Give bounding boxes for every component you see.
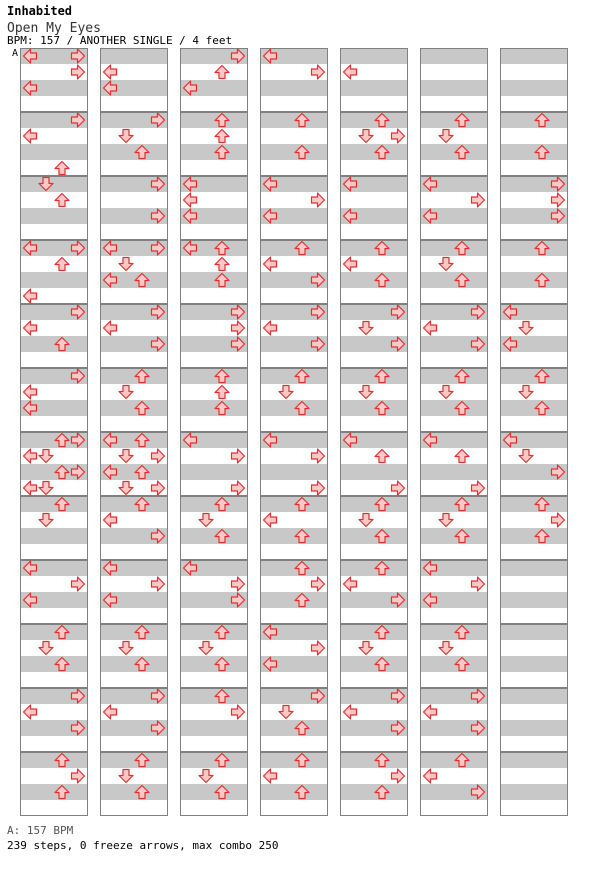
- left-arrow-icon: [24, 449, 37, 463]
- left-arrow-icon: [424, 769, 437, 783]
- right-arrow-icon: [312, 65, 325, 79]
- beat-stripe: [340, 752, 408, 768]
- left-arrow-icon: [344, 65, 357, 79]
- beat-stripe: [340, 272, 408, 288]
- beat-stripe: [500, 592, 568, 608]
- beat-stripe: [500, 688, 568, 704]
- beat-stripe: [260, 720, 328, 736]
- beat-stripe: [500, 528, 568, 544]
- beat-stripe: [100, 496, 168, 512]
- beat-stripe: [180, 368, 248, 384]
- left-arrow-icon: [264, 257, 277, 271]
- beat-stripe: [180, 656, 248, 672]
- beat-stripe: [180, 400, 248, 416]
- up-arrow-icon: [55, 258, 69, 271]
- beat-stripe: [100, 368, 168, 384]
- beat-stripe: [20, 784, 88, 800]
- beat-stripe: [420, 656, 488, 672]
- down-arrow-icon: [279, 706, 293, 719]
- beat-stripe: [260, 240, 328, 256]
- down-arrow-icon: [39, 642, 53, 655]
- beat-stripe: [500, 144, 568, 160]
- down-arrow-icon: [359, 514, 373, 527]
- chart-column: [180, 48, 248, 816]
- beat-stripe: [180, 464, 248, 480]
- beat-stripe: [100, 624, 168, 640]
- beat-stripe: [500, 272, 568, 288]
- beat-stripe: [420, 144, 488, 160]
- beat-stripe: [180, 624, 248, 640]
- beat-stripe: [500, 496, 568, 512]
- beat-stripe: [420, 752, 488, 768]
- right-arrow-icon: [232, 321, 245, 335]
- right-arrow-icon: [392, 129, 405, 143]
- left-arrow-icon: [24, 705, 37, 719]
- down-arrow-icon: [359, 130, 373, 143]
- beat-stripe: [20, 624, 88, 640]
- up-arrow-icon: [215, 258, 229, 271]
- down-arrow-icon: [199, 770, 213, 783]
- beat-stripe: [340, 624, 408, 640]
- beat-stripe: [20, 752, 88, 768]
- down-arrow-icon: [279, 386, 293, 399]
- beat-stripe: [180, 528, 248, 544]
- beat-stripe: [260, 400, 328, 416]
- bpm-marker-label: A: [12, 48, 19, 59]
- right-arrow-icon: [312, 577, 325, 591]
- down-arrow-icon: [119, 386, 133, 399]
- beat-stripe: [180, 144, 248, 160]
- beat-stripe: [260, 368, 328, 384]
- down-arrow-icon: [39, 482, 53, 495]
- beat-stripe: [260, 784, 328, 800]
- chart-info: BPM: 157 / ANOTHER SINGLE / 4 feet: [7, 34, 233, 47]
- left-arrow-icon: [24, 289, 37, 303]
- right-arrow-icon: [232, 577, 245, 591]
- beat-stripe: [500, 560, 568, 576]
- bpm-summary: A: 157 BPM: [7, 824, 74, 837]
- beat-stripe: [180, 720, 248, 736]
- down-arrow-icon: [39, 450, 53, 463]
- left-arrow-icon: [24, 321, 37, 335]
- beat-stripe: [420, 80, 488, 96]
- right-arrow-icon: [472, 481, 485, 495]
- down-arrow-icon: [39, 514, 53, 527]
- beat-stripe: [180, 496, 248, 512]
- up-arrow-icon: [55, 194, 69, 207]
- right-arrow-icon: [152, 481, 165, 495]
- beat-stripe: [100, 752, 168, 768]
- down-arrow-icon: [199, 514, 213, 527]
- left-arrow-icon: [24, 481, 37, 495]
- right-arrow-icon: [232, 705, 245, 719]
- right-arrow-icon: [392, 769, 405, 783]
- beat-stripe: [180, 112, 248, 128]
- beat-stripe: [340, 560, 408, 576]
- right-arrow-icon: [312, 641, 325, 655]
- beat-stripe: [260, 80, 328, 96]
- right-arrow-icon: [72, 577, 85, 591]
- left-arrow-icon: [24, 129, 37, 143]
- beat-stripe: [100, 656, 168, 672]
- beat-stripe: [500, 48, 568, 64]
- right-arrow-icon: [312, 193, 325, 207]
- beat-stripe: [260, 752, 328, 768]
- beat-stripe: [260, 592, 328, 608]
- beat-stripe: [420, 496, 488, 512]
- left-arrow-icon: [184, 193, 197, 207]
- up-arrow-icon: [215, 386, 229, 399]
- beat-stripe: [420, 400, 488, 416]
- down-arrow-icon: [439, 130, 453, 143]
- beat-stripe: [100, 144, 168, 160]
- beat-stripe: [500, 400, 568, 416]
- page-title: Inhabited: [7, 4, 73, 18]
- down-arrow-icon: [439, 642, 453, 655]
- down-arrow-icon: [119, 130, 133, 143]
- down-arrow-icon: [119, 642, 133, 655]
- beat-stripe: [20, 208, 88, 224]
- beat-stripe: [20, 144, 88, 160]
- down-arrow-icon: [359, 642, 373, 655]
- right-arrow-icon: [72, 769, 85, 783]
- beat-stripe: [20, 176, 88, 192]
- beat-stripe: [20, 272, 88, 288]
- beat-stripe: [500, 752, 568, 768]
- beat-stripe: [340, 368, 408, 384]
- beat-stripe: [500, 656, 568, 672]
- right-arrow-icon: [552, 193, 565, 207]
- up-arrow-icon: [55, 162, 69, 175]
- beat-stripe: [500, 112, 568, 128]
- down-arrow-icon: [199, 642, 213, 655]
- down-arrow-icon: [119, 450, 133, 463]
- down-arrow-icon: [439, 258, 453, 271]
- beat-stripe: [340, 656, 408, 672]
- down-arrow-icon: [439, 386, 453, 399]
- left-arrow-icon: [344, 577, 357, 591]
- down-arrow-icon: [359, 322, 373, 335]
- right-arrow-icon: [392, 481, 405, 495]
- beat-stripe: [100, 784, 168, 800]
- down-arrow-icon: [439, 514, 453, 527]
- beat-stripe: [180, 784, 248, 800]
- up-arrow-icon: [375, 450, 389, 463]
- right-arrow-icon: [152, 449, 165, 463]
- down-arrow-icon: [359, 386, 373, 399]
- beat-stripe: [340, 112, 408, 128]
- beat-stripe: [420, 240, 488, 256]
- beat-stripe: [20, 496, 88, 512]
- up-arrow-icon: [455, 450, 469, 463]
- down-arrow-icon: [519, 386, 533, 399]
- beat-stripe: [260, 112, 328, 128]
- beat-stripe: [340, 80, 408, 96]
- right-arrow-icon: [232, 449, 245, 463]
- left-arrow-icon: [24, 385, 37, 399]
- down-arrow-icon: [519, 450, 533, 463]
- right-arrow-icon: [232, 481, 245, 495]
- beat-stripe: [500, 368, 568, 384]
- beat-stripe: [260, 496, 328, 512]
- beat-stripe: [180, 272, 248, 288]
- beat-stripe: [180, 688, 248, 704]
- beat-stripe: [260, 144, 328, 160]
- beat-stripe: [340, 240, 408, 256]
- down-arrow-icon: [119, 482, 133, 495]
- beat-stripe: [420, 624, 488, 640]
- left-arrow-icon: [104, 513, 117, 527]
- down-arrow-icon: [519, 322, 533, 335]
- beat-stripe: [340, 528, 408, 544]
- left-arrow-icon: [104, 705, 117, 719]
- right-arrow-icon: [312, 449, 325, 463]
- beat-stripe: [500, 80, 568, 96]
- beat-stripe: [340, 464, 408, 480]
- beat-stripe: [100, 400, 168, 416]
- beat-stripe: [20, 656, 88, 672]
- left-arrow-icon: [104, 65, 117, 79]
- right-arrow-icon: [472, 193, 485, 207]
- beat-stripe: [260, 464, 328, 480]
- beat-stripe: [500, 240, 568, 256]
- right-arrow-icon: [72, 65, 85, 79]
- left-arrow-icon: [104, 321, 117, 335]
- beat-stripe: [260, 560, 328, 576]
- beat-stripe: [500, 624, 568, 640]
- beat-stripe: [420, 464, 488, 480]
- song-title: Open My Eyes: [7, 21, 101, 36]
- beat-stripe: [20, 336, 88, 352]
- chart-column: [500, 48, 568, 816]
- beat-stripe: [420, 272, 488, 288]
- beat-stripe: [500, 784, 568, 800]
- beat-stripe: [340, 496, 408, 512]
- left-arrow-icon: [344, 257, 357, 271]
- beat-stripe: [420, 48, 488, 64]
- beat-stripe: [420, 528, 488, 544]
- beat-stripe: [340, 784, 408, 800]
- beat-stripe: [260, 528, 328, 544]
- up-arrow-icon: [215, 66, 229, 79]
- right-arrow-icon: [472, 577, 485, 591]
- left-arrow-icon: [264, 769, 277, 783]
- beat-stripe: [420, 112, 488, 128]
- beat-stripe: [100, 48, 168, 64]
- beat-stripe: [180, 752, 248, 768]
- right-arrow-icon: [552, 513, 565, 527]
- beat-stripe: [500, 720, 568, 736]
- step-stats: 239 steps, 0 freeze arrows, max combo 250: [7, 839, 279, 852]
- left-arrow-icon: [264, 321, 277, 335]
- left-arrow-icon: [424, 321, 437, 335]
- down-arrow-icon: [119, 770, 133, 783]
- beat-stripe: [340, 48, 408, 64]
- beat-stripe: [340, 400, 408, 416]
- beat-stripe: [420, 368, 488, 384]
- beat-stripe: [340, 144, 408, 160]
- down-arrow-icon: [119, 258, 133, 271]
- beat-stripe: [20, 528, 88, 544]
- left-arrow-icon: [424, 705, 437, 719]
- right-arrow-icon: [312, 481, 325, 495]
- left-arrow-icon: [344, 705, 357, 719]
- up-arrow-icon: [215, 130, 229, 143]
- left-arrow-icon: [264, 513, 277, 527]
- right-arrow-icon: [152, 577, 165, 591]
